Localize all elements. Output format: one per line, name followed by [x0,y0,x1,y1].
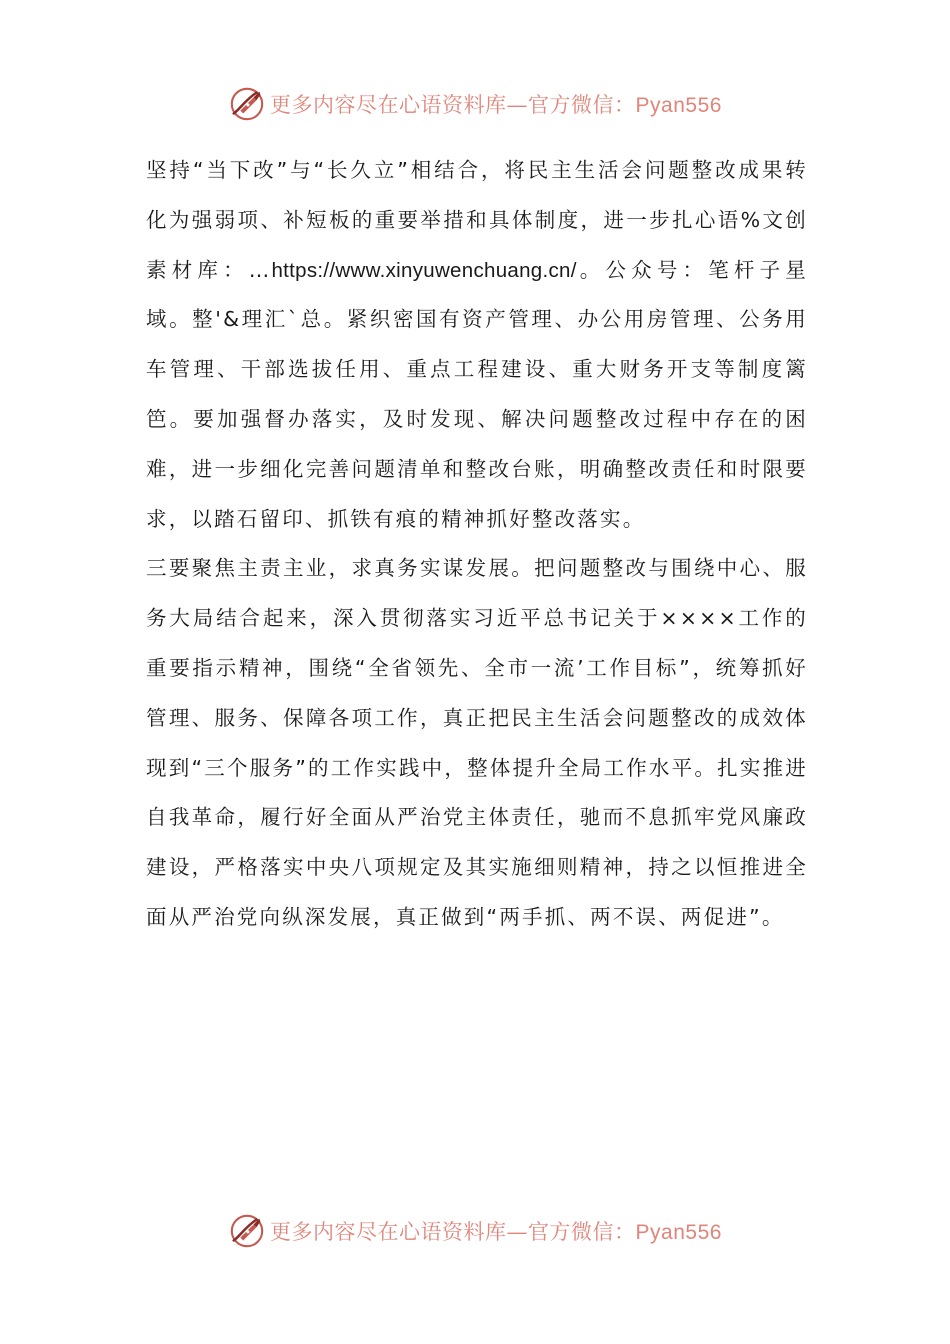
footer-brand-label: 更多内容尽在心语资料库—官方微信： [270,1220,636,1244]
pen-nib-logo-icon [228,1212,266,1250]
pen-nib-logo-icon [228,85,266,123]
header-wechat-id: Pyan556 [635,94,722,117]
footer-banner [0,1209,950,1253]
header-banner [0,82,950,126]
paragraph-1 [146,146,808,544]
footer-brand-text [270,1216,722,1246]
document-body [146,146,808,943]
header-brand-text [270,89,722,119]
paragraph-1-text-a: 坚持“当下改”与“长久立”相结合，将民主生活会问题整改成果转化为强弱项、补短板的重要举措和具体制度，进一步扎心语%文创素材库：… [146,158,808,282]
footer-wechat-id: Pyan556 [635,1221,722,1244]
paragraph-1-url: https://www.xinyuwenchuang.cn/ [271,258,577,282]
paragraph-2: 三要聚焦主责主业，求真务实谋发展。把问题整改与围绕中心、服务大局结合起来，深入贯彻落实习近平总书记关于××××工作的重要指示精神，围绕“全省领先、全市一流’工作目标”，统筹抓好管理、服务、保障各项工作，真正把民主生活会问题整改的成效体现到“三个服务”的工作实践中，整体提升全局工作水平。扎实推进自我革命，履行好全面从严治党主体责任，驰而不息抓牢党风廉政建设，严格落实中央八项规定及其实施细则精神，持之以恒推进全面从严治党向纵深发展，真正做到“两手抓、两不误、两促进”。 [146,556,808,929]
header-brand-label: 更多内容尽在心语资料库—官方微信： [270,93,636,117]
paragraph-1-text-b: 。公众号：笔杆子星域。整'&理汇`总。紧织密国有资产管理、办公用房管理、公务用车管理、干部选拔任用、重点工程建设、重大财务开支等制度篱笆。要加强督办落实，及时发现、解决问题整改过程中存在的困难，进一步细化完善问题清单和整改台账，明确整改责任和时限要求，以踏石留印、抓铁有痕的精神抓好整改落实。 [146,257,809,531]
